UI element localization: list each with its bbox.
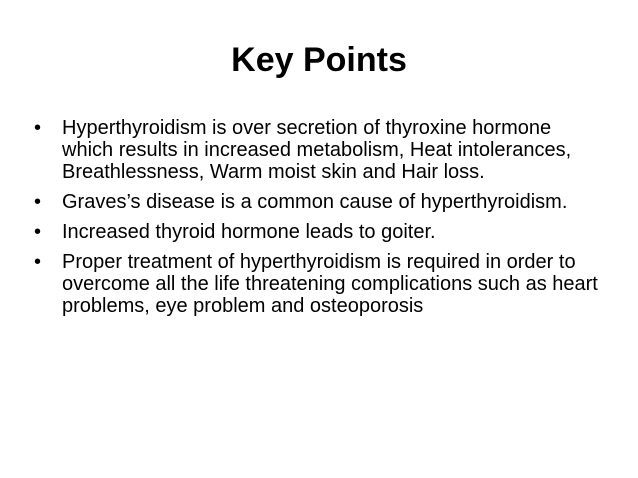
bullet-marker: • <box>34 251 42 273</box>
bullet-text: Graves’s disease is a common cause of hyperthyroidism. <box>62 191 568 213</box>
slide-title: Key Points <box>231 41 407 79</box>
bullet-item <box>34 191 604 213</box>
bullet-text: Hyperthyroidism is over secretion of thyroxine hormone which results in increased metabolism, Heat intolerances, Breathlessness, Warm moist skin and Hair loss. <box>62 117 572 183</box>
bullet-text: Proper treatment of hyperthyroidism is required in order to overcome all the life threatening complications such as heart problems, eye problem and osteoporosis <box>62 251 598 317</box>
bullet-item <box>34 117 604 183</box>
bullet-item <box>34 251 604 317</box>
bullet-marker: • <box>34 191 42 213</box>
bullet-text: Increased thyroid hormone leads to goiter. <box>62 221 436 243</box>
bullet-list <box>34 117 604 325</box>
bullet-marker: • <box>34 221 42 243</box>
bullet-item <box>34 221 604 243</box>
bullet-marker: • <box>34 117 42 139</box>
